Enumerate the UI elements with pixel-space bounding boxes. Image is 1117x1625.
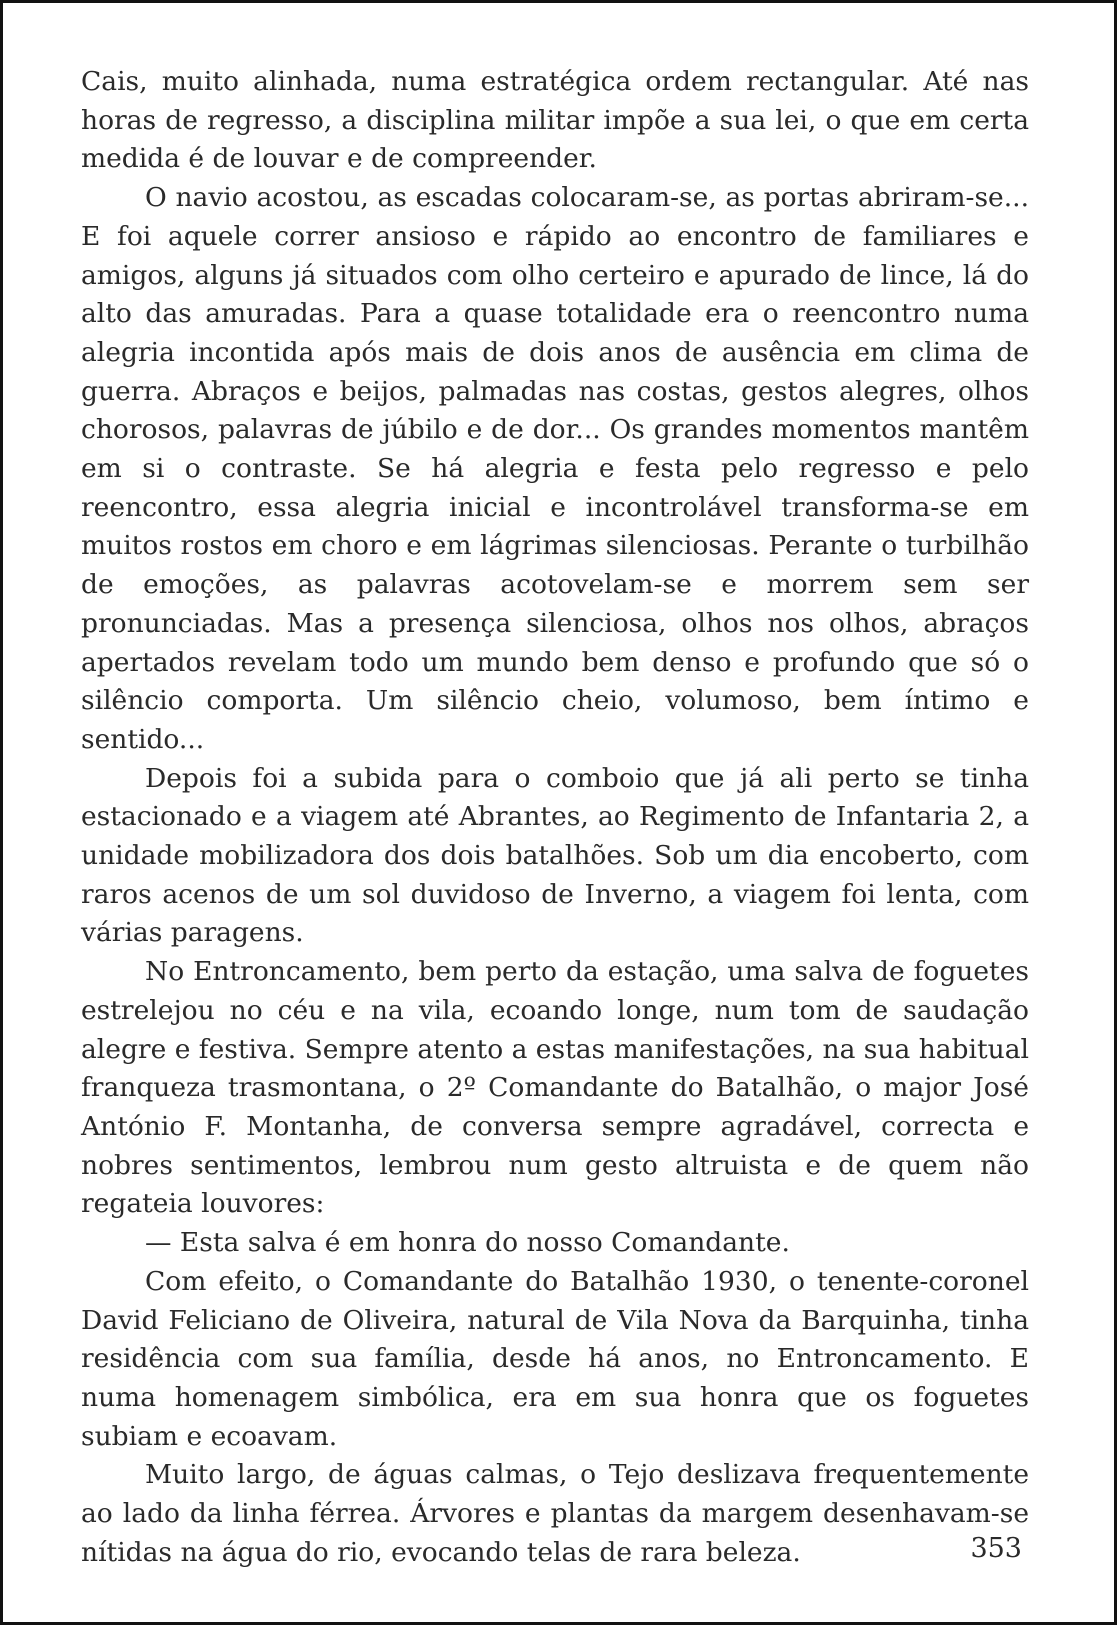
page-number: 353: [970, 1533, 1022, 1564]
paragraph-2: O navio acostou, as escadas colocaram-se, as portas abriram-se... E foi aquele correr ansioso e rápido ao encontro de familiares e amigos, alguns já situados com olho certeiro e apurado de lince, lá do alto das amuradas. Para a quase totalidade era o reencontro numa alegria incontida após mais de dois anos de ausência em clima de guerra. Abraços e beijos, palmadas nas costas, gestos alegres, olhos chorosos, palavras de júbilo e de dor... Os grandes momentos mantêm em si o contraste. Se há alegria e festa pelo regresso e pelo reencontro, essa alegria inicial e incontrolável transforma-se em muitos rostos em choro e em lágrimas silenciosas. Perante o turbilhão de emoções, as palavras acotovelam-se e morrem sem ser pronunciadas. Mas a presença silenciosa, olhos nos olhos, abraços apertados revelam todo um mundo bem denso e profundo que só o silêncio comporta. Um silêncio cheio, volumoso, bem íntimo e sentido...: [81, 182, 1029, 755]
paragraph-6: Com efeito, o Comandante do Batalhão 1930, o tenente-coronel David Feliciano de Oliveira, natural de Vila Nova da Barquinha, tinha residência com sua família, desde há anos, no Entroncamento. E numa homenagem simbólica, era em sua honra que os foguetes subiam e ecoavam.: [81, 1265, 1029, 1452]
paragraph-7: Muito largo, de águas calmas, o Tejo deslizava frequentemente ao lado da linha férrea. Árvores e plantas da margem desenhavam-se nítidas na água do rio, evocando telas de rara beleza.: [81, 1459, 1029, 1568]
body-text: [81, 63, 1029, 1572]
paragraph-5-dialogue: — Esta salva é em honra do nosso Comandante.: [145, 1227, 790, 1259]
paragraph-4: No Entroncamento, bem perto da estação, uma salva de foguetes estrelejou no céu e na vila, ecoando longe, num tom de saudação alegre e festiva. Sempre atento a estas manifestações, na sua habitual franqueza trasmontana, o 2º Comandante do Batalhão, o major José António F. Montanha, de conversa sempre agradável, correcta e nobres sentimentos, lembrou num gesto altruista e de quem não regateia louvores:: [81, 956, 1029, 1220]
paragraph-3: Depois foi a subida para o comboio que já ali perto se tinha estacionado e a viagem até Abrantes, ao Regimento de Infantaria 2, a unidade mobilizadora dos dois batalhões. Sob um dia encoberto, com raros acenos de um sol duvidoso de Inverno, a viagem foi lenta, com várias paragens.: [81, 762, 1029, 949]
paragraph-1: Cais, muito alinhada, numa estratégica ordem rectangular. Até nas horas de regresso, a disciplina militar impõe a sua lei, o que em certa medida é de louvar e de compreender.: [81, 66, 1029, 175]
